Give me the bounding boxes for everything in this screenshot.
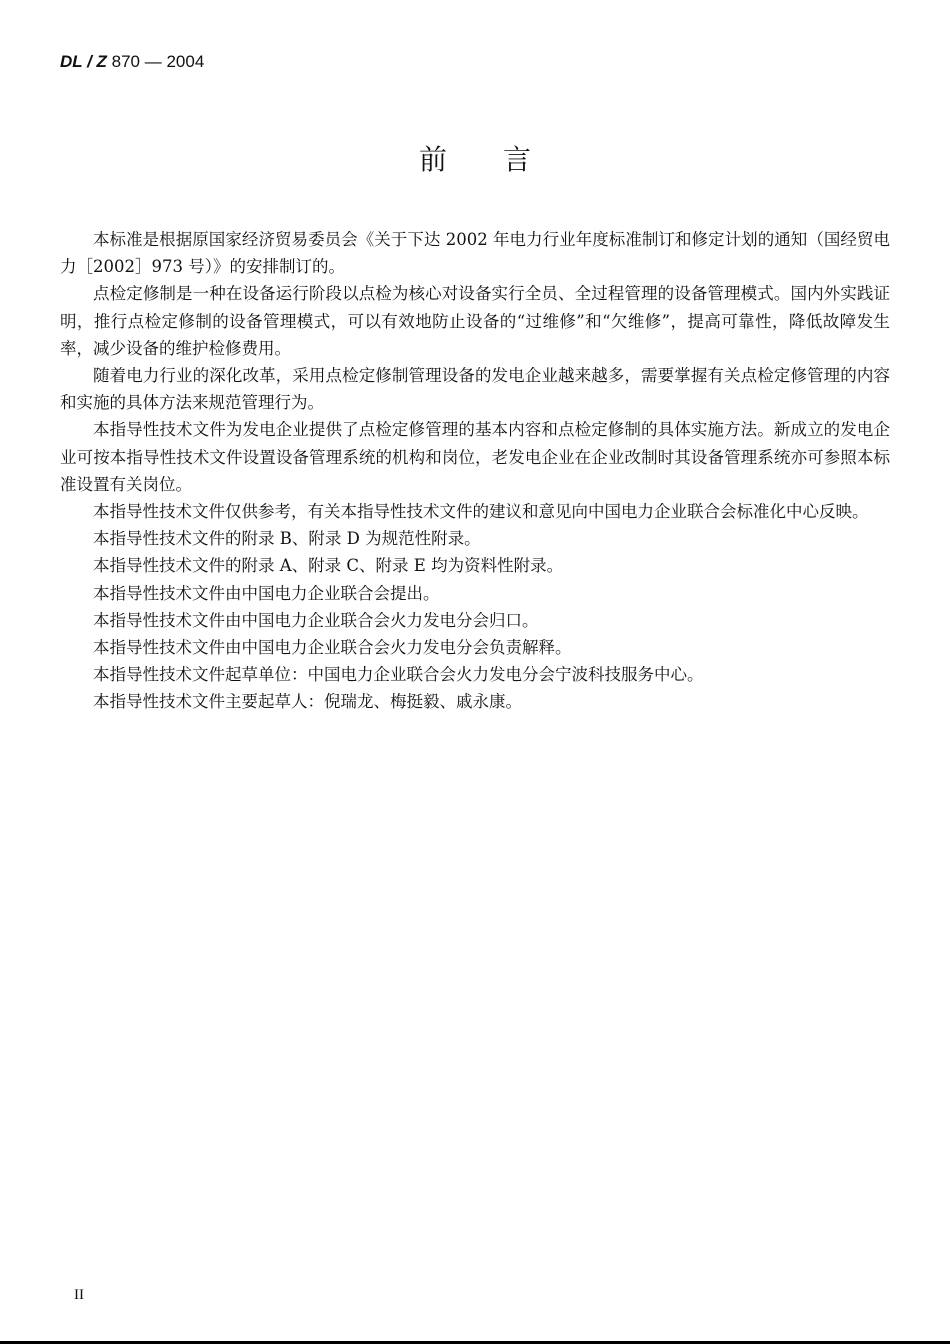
paragraph: 本指导性技术文件主要起草人：倪瑞龙、梅挺毅、戚永康。 — [93, 692, 522, 712]
paragraph: 本指导性技术文件由中国电力企业联合会提出。 — [93, 583, 440, 603]
standard-code: DL / Z — [60, 52, 107, 71]
paragraph: 点检定修制是一种在设备运行阶段以点检为核心对设备实行全员、全过程管理的设备管理模式。国内外实践证明，推行点检定修制的设备管理模式，可以有效地防止设备的“过维修”和“欠维修”，提高可靠性，降低故障发生率，减少设备的维护检修费用。 — [60, 284, 890, 358]
foreword-body — [60, 226, 890, 716]
paragraph: 本指导性技术文件仅供参考，有关本指导性技术文件的建议和意见向中国电力企业联合会标准化中心反映。 — [93, 502, 869, 522]
paragraph: 本标准是根据原国家经济贸易委员会《关于下达 2002 年电力行业年度标准制订和修定计划的通知（国经贸电力［2002］973 号）》的安排制订的。 — [60, 230, 890, 277]
paragraph: 本指导性技术文件起草单位：中国电力企业联合会火力发电分会宁波科技服务中心。 — [93, 665, 704, 685]
paragraph: 本指导性技术文件为发电企业提供了点检定修管理的基本内容和点检定修制的具体实施方法。新成立的发电企业可按本指导性技术文件设置设备管理系统的机构和岗位，老发电企业在企业改制时其设备管理系统亦可参照本标准设置有关岗位。 — [60, 420, 890, 494]
paragraph: 本指导性技术文件由中国电力企业联合会火力发电分会负责解释。 — [93, 638, 572, 658]
standard-number: 870 — 2004 — [106, 52, 205, 71]
paragraph: 本指导性技术文件由中国电力企业联合会火力发电分会归口。 — [93, 610, 539, 630]
paragraph: 随着电力行业的深化改革，采用点检定修制管理设备的发电企业越来越多，需要掌握有关点检定修管理的内容和实施的具体方法来规范管理行为。 — [60, 366, 890, 413]
page-title: 前言 — [418, 143, 587, 176]
paragraph: 本指导性技术文件的附录 B、附录 D 为规范性附录。 — [93, 529, 481, 549]
page-number: II — [74, 1287, 84, 1303]
document-code-header — [60, 52, 204, 72]
paragraph: 本指导性技术文件的附录 A、附录 C、附录 E 均为资料性附录。 — [93, 556, 564, 576]
